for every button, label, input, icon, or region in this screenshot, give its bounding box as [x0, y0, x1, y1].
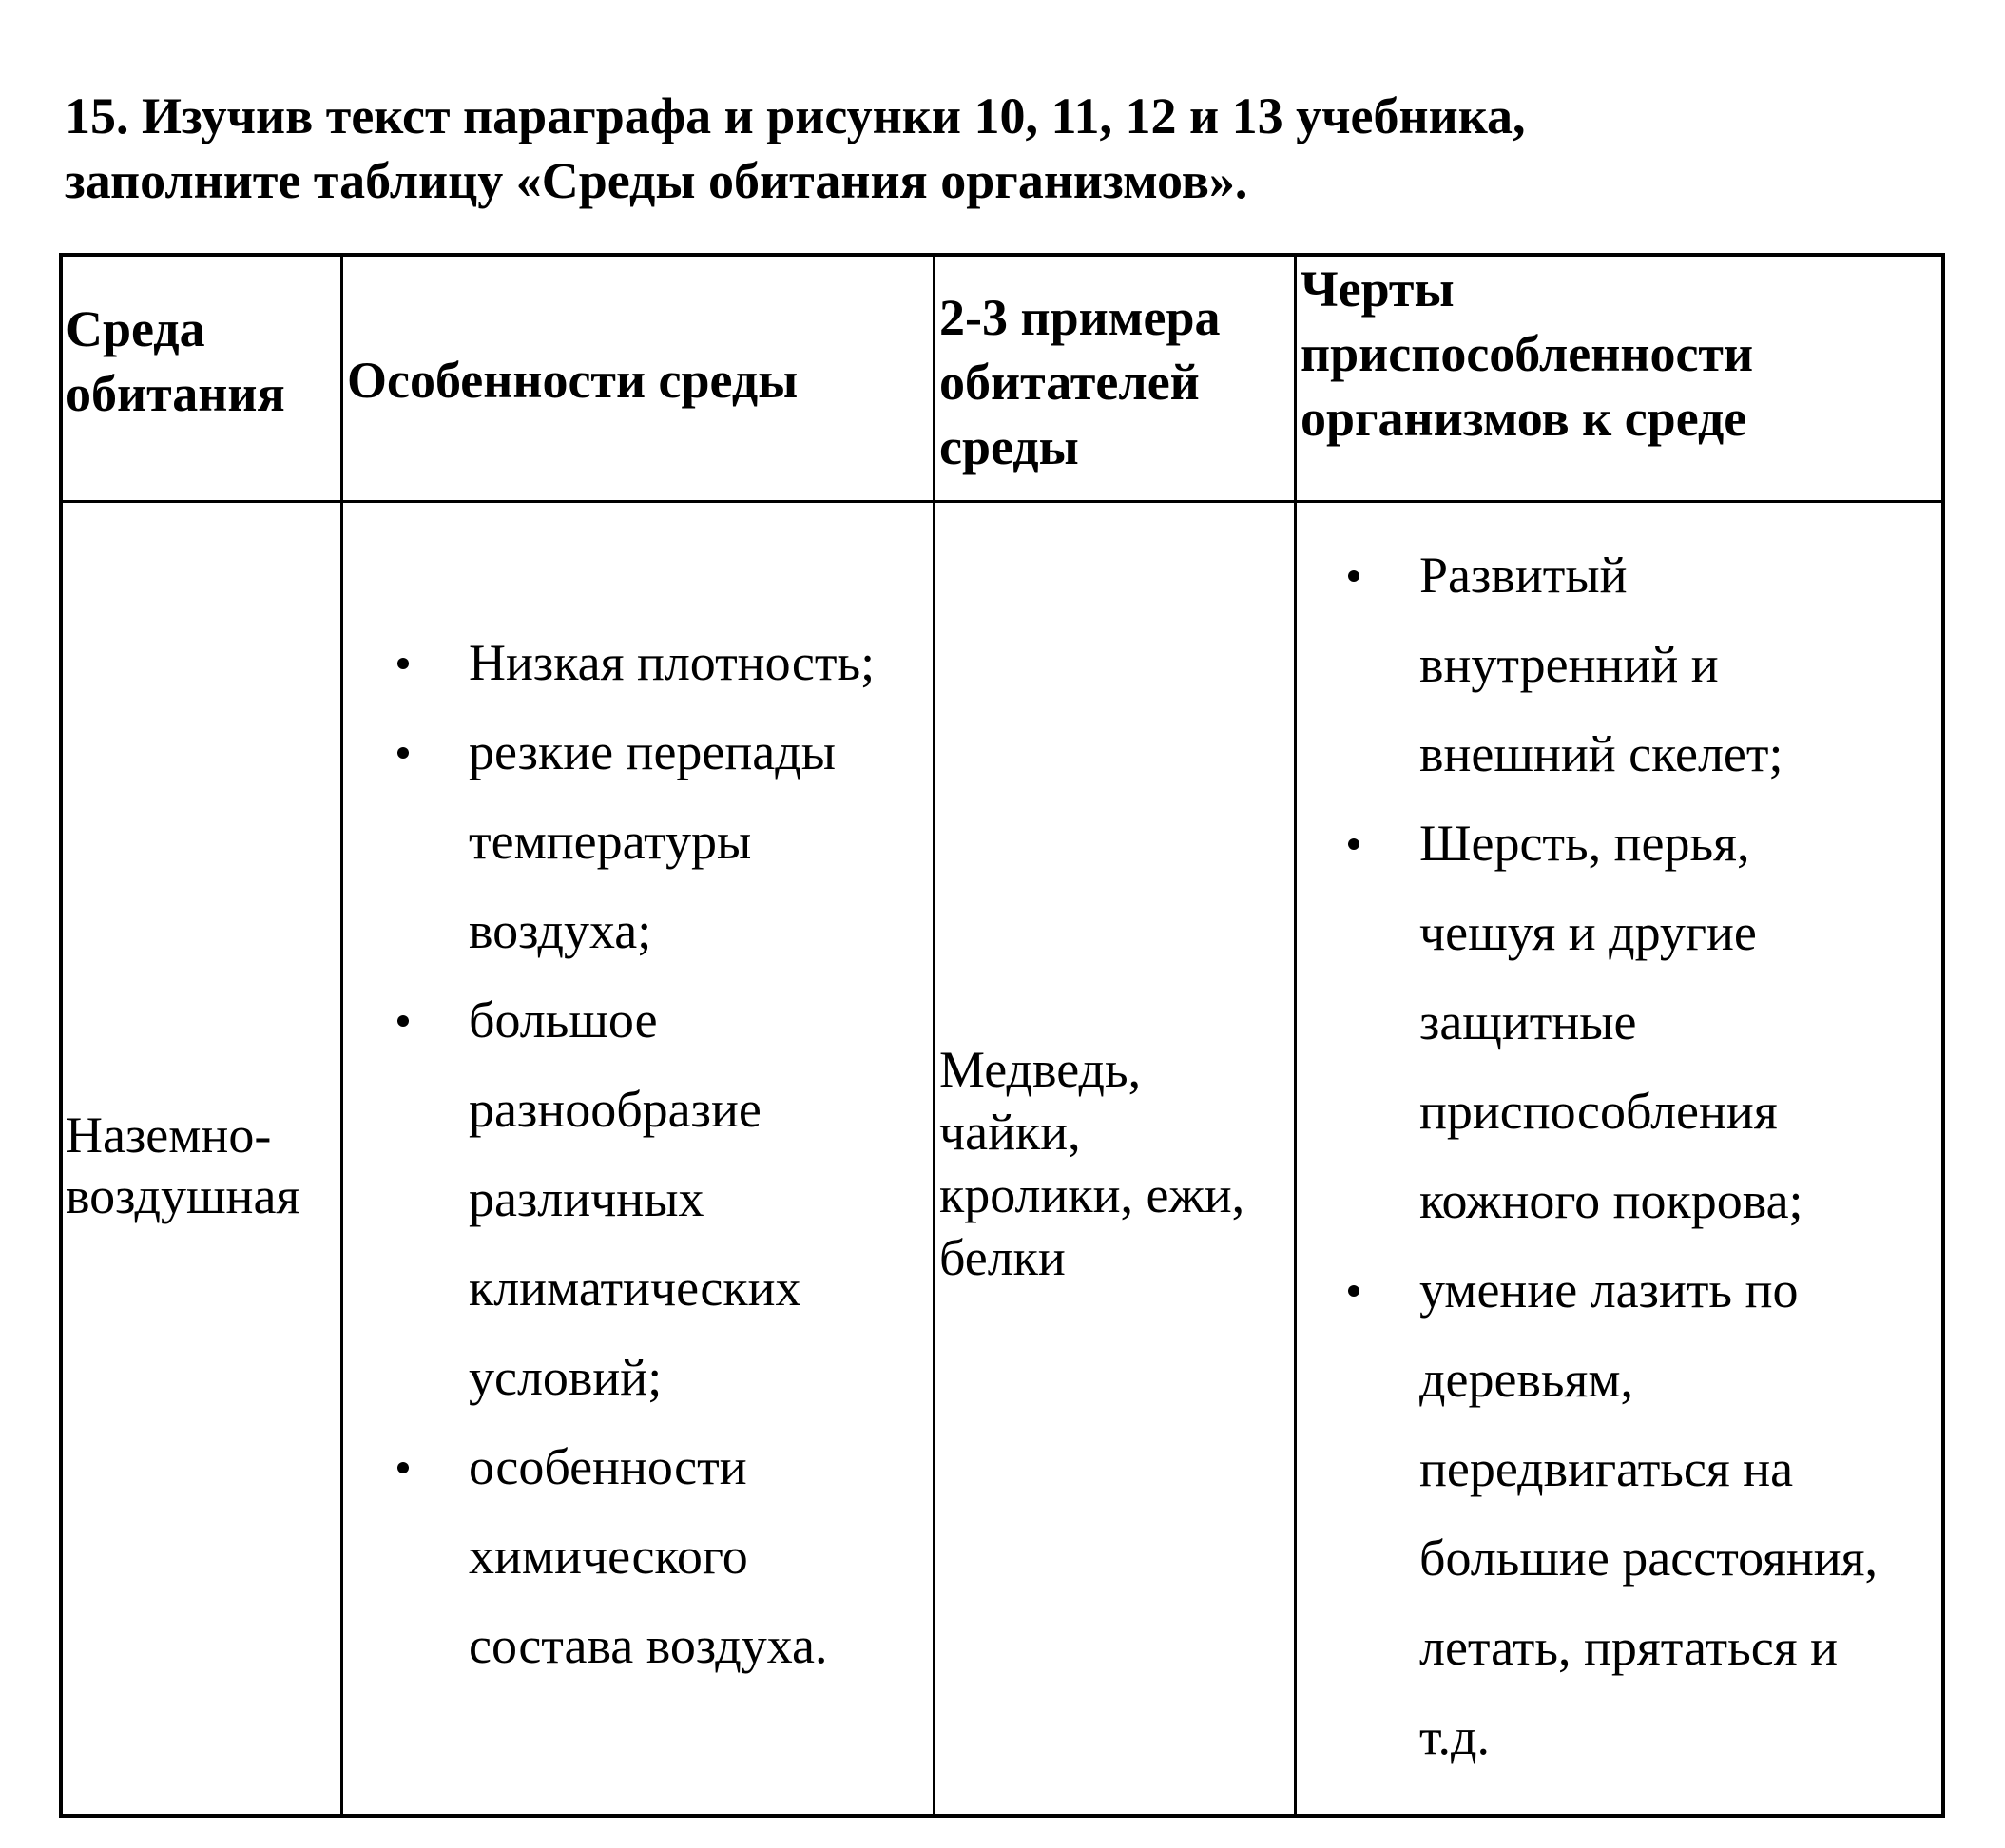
features-list: [469, 618, 935, 1690]
features-list-item: [469, 707, 935, 975]
adaptations-line: внутренний и: [1419, 636, 1719, 693]
header-row-divider: [63, 500, 1941, 503]
inhabitants-line: кролики, ежи,: [939, 1166, 1245, 1223]
task-heading-line-2: заполните таблицу «Среды обитания организмов».: [65, 152, 1248, 209]
adaptations-line: деревьям,: [1419, 1351, 1634, 1408]
adaptations-line: передвигаться на: [1419, 1440, 1794, 1497]
inhabitants-line: Медведь,: [939, 1041, 1142, 1098]
adaptations-line: большие расстояния,: [1419, 1530, 1879, 1587]
adaptations-line: защитные: [1419, 993, 1637, 1050]
features-line: Низкая плотность;: [469, 634, 876, 691]
environment-line: Наземно-: [66, 1107, 272, 1164]
adaptations-list: [1419, 530, 1933, 1781]
features-line: большое: [469, 991, 658, 1049]
header-adaptations-line: Черты: [1301, 260, 1455, 318]
habitat-table: [59, 253, 1945, 1818]
task-heading: [65, 84, 1795, 213]
adaptations-list-item: [1419, 530, 1933, 799]
header-habitat-line: Среда: [66, 300, 205, 357]
environment-cell: [66, 1105, 299, 1226]
features-line: состава воздуха.: [469, 1617, 828, 1674]
features-line: химического: [469, 1528, 748, 1585]
features-line: разнообразие: [469, 1081, 762, 1138]
adaptations-line: приспособления: [1419, 1083, 1778, 1140]
features-list-item: [469, 1422, 935, 1690]
bullet-icon: [397, 1015, 409, 1027]
inhabitants-cell: [939, 1038, 1244, 1289]
header-adaptations: [1301, 257, 1753, 451]
features-line: температуры: [469, 813, 752, 870]
header-habitat-line: обитания: [66, 365, 285, 422]
task-heading-line-1: 15. Изучив текст параграфа и рисунки 10, 11, 12 и 13 учебника,: [65, 87, 1526, 144]
bullet-icon: [1348, 1285, 1359, 1297]
features-line: воздуха;: [469, 902, 652, 959]
features-list-item: [469, 975, 935, 1422]
header-inhabitants-line: 2-3 примера: [939, 289, 1221, 346]
inhabitants-line: белки: [939, 1229, 1066, 1286]
adaptations-list-item: [1419, 1245, 1933, 1781]
environment-line: воздушная: [66, 1167, 300, 1224]
adaptations-line: кожного покрова;: [1419, 1172, 1803, 1229]
bullet-icon: [397, 1462, 409, 1473]
column-divider: [1294, 257, 1297, 1814]
header-adaptations-line: организмов к среде: [1301, 390, 1747, 447]
inhabitants-line: чайки,: [939, 1104, 1081, 1161]
column-divider: [340, 257, 343, 1814]
bullet-icon: [397, 658, 409, 669]
bullet-icon: [1348, 570, 1359, 582]
header-inhabitants-line: среды: [939, 418, 1079, 475]
adaptations-list-item: [1419, 799, 1933, 1245]
adaptations-line: внешний скелет;: [1419, 725, 1783, 782]
bullet-icon: [1348, 838, 1359, 850]
bullet-icon: [397, 747, 409, 759]
header-inhabitants-line: обитателей: [939, 354, 1200, 411]
features-line: климатических: [469, 1260, 801, 1317]
header-inhabitants: [939, 285, 1221, 479]
adaptations-line: чешуя и другие: [1419, 904, 1757, 961]
header-features-line: Особенности среды: [347, 352, 799, 409]
adaptations-line: т.д.: [1419, 1708, 1491, 1765]
features-line: условий;: [469, 1349, 663, 1406]
adaptations-line: Шерсть, перья,: [1419, 815, 1750, 872]
features-line: особенности: [469, 1438, 747, 1495]
features-list-item: [469, 618, 935, 707]
header-features: [347, 348, 798, 413]
adaptations-line: Развитый: [1419, 547, 1628, 604]
features-line: различных: [469, 1170, 704, 1227]
adaptations-line: летать, прятаться и: [1419, 1619, 1838, 1676]
header-habitat: [66, 297, 285, 426]
adaptations-line: умение лазить по: [1419, 1261, 1799, 1319]
features-line: резкие перепады: [469, 723, 837, 780]
header-adaptations-line: приспособленности: [1301, 325, 1754, 382]
